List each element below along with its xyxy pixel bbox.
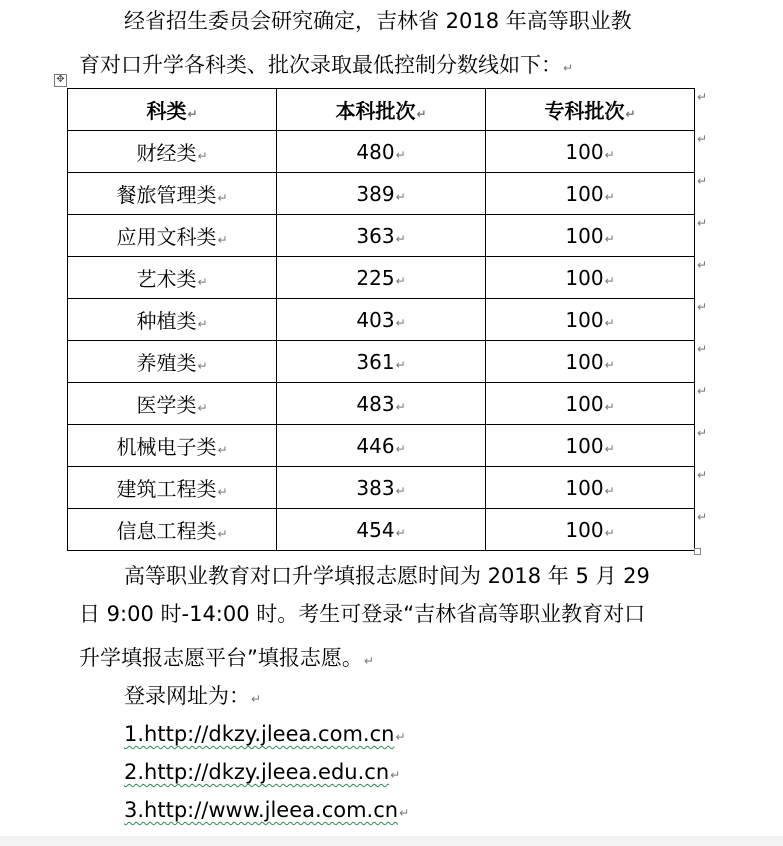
cell-undergraduate: 454↵ (277, 509, 486, 551)
login-url-3[interactable]: 3.http://www.jleea.com.cn↵ (124, 798, 410, 822)
cell-undergraduate: 480↵ (277, 131, 486, 173)
cell-junior-college: 100↵ (486, 215, 695, 257)
cell-undergraduate: 363↵ (277, 215, 486, 257)
cell-undergraduate: 225↵ (277, 257, 486, 299)
login-url-2[interactable]: 2.http://dkzy.jleea.edu.cn↵ (124, 760, 401, 784)
header-undergraduate: 本科批次↵ (277, 89, 486, 131)
header-category: 科类↵ (68, 89, 277, 131)
header-junior-college: 专科批次↵ (486, 89, 695, 131)
cell-junior-college: 100↵ (486, 425, 695, 467)
row-end-mark: ↵ (697, 258, 708, 272)
table-row (68, 257, 695, 299)
notice-line-1: 高等职业教育对口升学填报志愿时间为 2018 年 5 月 29 (124, 564, 650, 588)
cell-junior-college: 100↵ (486, 173, 695, 215)
table-row (68, 215, 695, 257)
cell-category: 艺术类↵ (68, 257, 277, 299)
login-url-1[interactable]: 1.http://dkzy.jleea.com.cn↵ (124, 722, 406, 746)
row-end-mark: ↵ (697, 384, 708, 398)
cell-junior-college: 100↵ (486, 509, 695, 551)
intro-line-2: 育对口升学各科类、批次录取最低控制分数线如下：↵ (79, 53, 574, 77)
cell-junior-college: 100↵ (486, 383, 695, 425)
score-table (67, 88, 695, 551)
notice-line-3: 升学填报志愿平台”填报志愿。↵ (79, 646, 374, 670)
row-end-mark: ↵ (697, 342, 708, 356)
row-end-mark: ↵ (697, 300, 708, 314)
cell-junior-college: 100↵ (486, 131, 695, 173)
cell-category: 餐旅管理类↵ (68, 173, 277, 215)
table-row (68, 383, 695, 425)
cell-category: 应用文科类↵ (68, 215, 277, 257)
notice-line-2: 日 9:00 时-14:00 时。考生可登录“吉林省高等职业教育对口 (79, 602, 646, 626)
cell-category: 医学类↵ (68, 383, 277, 425)
row-end-mark: ↵ (697, 510, 708, 524)
cell-undergraduate: 403↵ (277, 299, 486, 341)
row-end-mark: ↵ (697, 468, 708, 482)
intro-line-1: 经省招生委员会研究确定，吉林省 2018 年高等职业教 (124, 9, 632, 33)
table-resize-handle[interactable] (694, 548, 701, 555)
table-row (68, 425, 695, 467)
table-row (68, 131, 695, 173)
row-end-mark: ↵ (697, 132, 708, 146)
row-end-mark: ↵ (697, 90, 708, 104)
row-end-mark: ↵ (697, 174, 708, 188)
table-row (68, 341, 695, 383)
table-header-row (68, 89, 695, 131)
paragraph-mark: ↵ (563, 61, 574, 75)
cell-junior-college: 100↵ (486, 257, 695, 299)
cell-junior-college: 100↵ (486, 467, 695, 509)
cell-category: 养殖类↵ (68, 341, 277, 383)
cell-undergraduate: 389↵ (277, 173, 486, 215)
cell-undergraduate: 483↵ (277, 383, 486, 425)
table-row (68, 173, 695, 215)
cell-undergraduate: 361↵ (277, 341, 486, 383)
cell-category: 机械电子类↵ (68, 425, 277, 467)
cell-category: 种植类↵ (68, 299, 277, 341)
table-row (68, 299, 695, 341)
cell-undergraduate: 446↵ (277, 425, 486, 467)
table-row (68, 509, 695, 551)
cell-category: 财经类↵ (68, 131, 277, 173)
row-end-mark: ↵ (697, 216, 708, 230)
cell-category: 建筑工程类↵ (68, 467, 277, 509)
login-label: 登录网址为：↵ (124, 684, 262, 708)
row-end-mark: ↵ (697, 426, 708, 440)
table-move-handle-icon[interactable]: ✥ (54, 74, 67, 87)
cell-category: 信息工程类↵ (68, 509, 277, 551)
table-row (68, 467, 695, 509)
cell-undergraduate: 383↵ (277, 467, 486, 509)
cell-junior-college: 100↵ (486, 341, 695, 383)
cell-junior-college: 100↵ (486, 299, 695, 341)
window-bottom-edge (0, 836, 783, 846)
